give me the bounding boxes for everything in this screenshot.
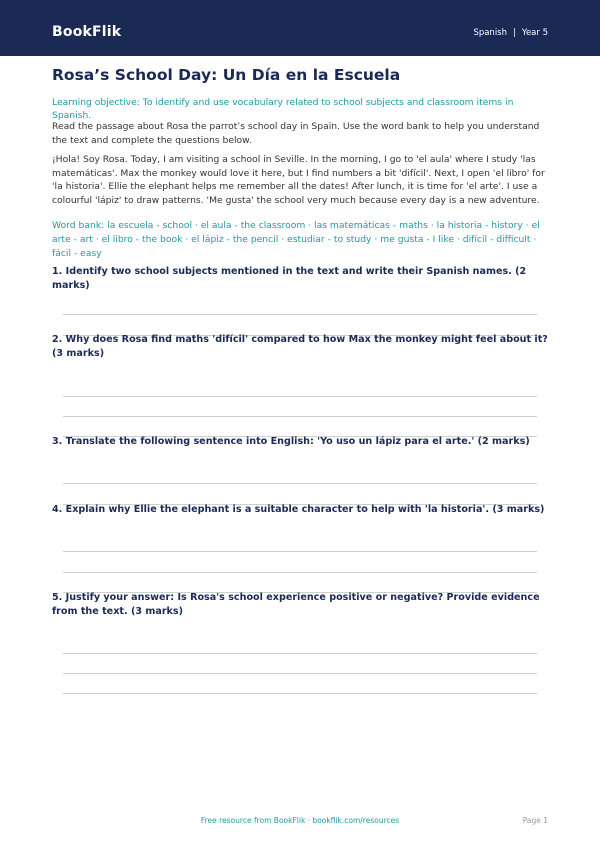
question-5: 5. Justify your answer: Is Rosa's school experience positive or negative? Provide evidence from the text. (3 marks) xyxy=(52,592,540,617)
question-3: 3. Translate the following sentence into English: 'Yo uso un lápiz para el arte.' (2 marks) xyxy=(52,436,530,447)
answer-line[interactable] xyxy=(63,551,537,552)
question-2: 2. Why does Rosa find maths 'difícil' compared to how Max the monkey might feel about it? (3 marks) xyxy=(52,334,548,359)
brand-logo: BookFlik xyxy=(52,24,122,40)
question-4: 4. Explain why Ellie the elephant is a suitable character to help with 'la historia'. (3 marks) xyxy=(52,504,545,515)
answer-line[interactable] xyxy=(63,673,537,674)
word-bank: Word bank: la escuela - school · el aula - the classroom · las matemáticas - maths · la historia - history · el arte - art · el libro - the book · el lápiz - the pencil · estudiar - to study · me gusta - I like · difícil - difficult · fácil - easy xyxy=(52,220,540,259)
instructions: Read the passage about Rosa the parrot’s school day in Spain. Use the word bank to help you understand the text and complete the questions below. xyxy=(52,121,540,146)
answer-line[interactable] xyxy=(63,416,537,417)
header-meta xyxy=(473,27,548,39)
answer-line[interactable] xyxy=(63,572,537,573)
answer-line[interactable] xyxy=(63,314,537,315)
year-label: Year 5 xyxy=(521,28,548,38)
learning-objective: Learning objective: To identify and use vocabulary related to school subjects and classroom items in Spanish. xyxy=(52,97,514,121)
answer-line[interactable] xyxy=(63,483,537,484)
subject-label: Spanish xyxy=(473,28,508,38)
reading-passage: ¡Hola! Soy Rosa. Today, I am visiting a school in Seville. In the morning, I go to 'el aula' where I study 'las matemáticas'. Max the monkey would love it here, but I find numbers a bit 'difícil'. Next, I open 'el libro' for 'la historia'. Ellie the elephant helps me remember all the dates! After lunch, it is time for 'el arte'. I use a colourful 'lápiz' to draw patterns. 'Me gusta' the school very much because every day is a new adventure. xyxy=(52,154,545,206)
answer-line[interactable] xyxy=(63,396,537,397)
answer-line[interactable] xyxy=(63,693,537,694)
meta-separator: | xyxy=(513,28,516,38)
footer-credit: Free resource from BookFlik · bookflik.com/resources xyxy=(200,816,400,825)
page-number: Page 1 xyxy=(522,816,548,825)
answer-line[interactable] xyxy=(63,653,537,654)
worksheet-title: Rosa’s School Day: Un Día en la Escuela xyxy=(52,66,401,84)
question-1: 1. Identify two school subjects mentioned in the text and write their Spanish names. (2 marks) xyxy=(52,266,527,291)
header-bar xyxy=(0,0,600,56)
